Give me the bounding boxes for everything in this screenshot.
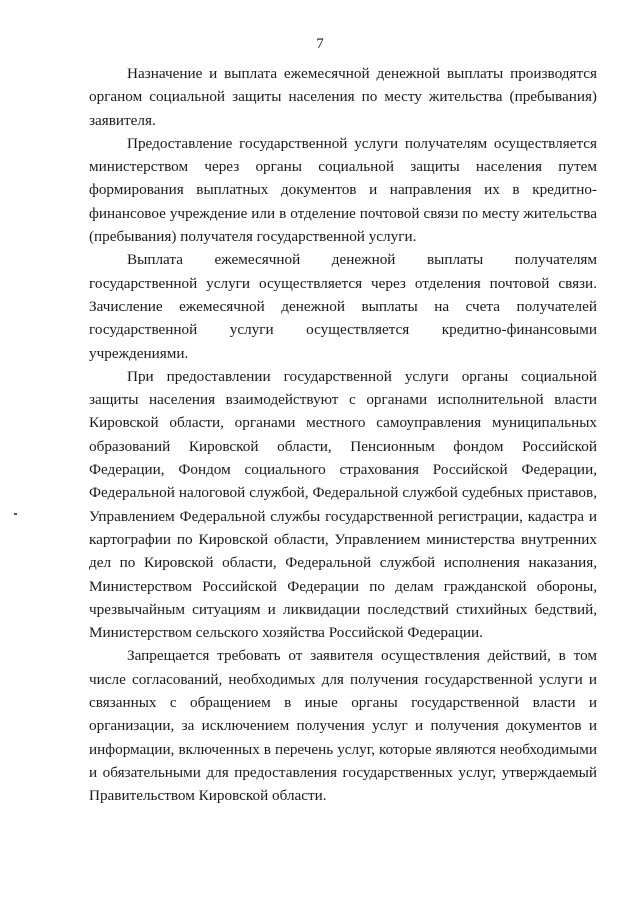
paragraph-payment-delivery: Выплата ежемесячной денежной выплаты получателям государственной услуги осуществляется через отделения почтовой связи. Зачисление ежемесячной денежной выплаты на счета получателей государственной услуги осуществляется кредитно-финансовыми учреждениями. <box>89 251 597 362</box>
page-number: 7 <box>316 36 324 52</box>
paragraph-service-provision: Предоставление государственной услуги получателям осуществляется министерством через органы социальной защиты населения путем формирования выплатных документов и направления их в кредитно-финансовое учреждение или в отделение почтовой связи по месту жительства (пребывания) получателя государственной услуги. <box>89 134 597 246</box>
paragraph-prohibition: Запрещается требовать от заявителя осуществления действий, в том числе согласований, необходимых для получения государственной услуги и связанных с обращением в иные органы государственной власти и организации, за исключением получения услуг и получения документов и информации, включенных в перечень услуг, которые являются необходимыми и обязательными для предоставления государственных услуг, утверждаемый Правительством Кировской области. <box>89 647 597 805</box>
margin-mark <box>14 513 17 515</box>
paragraph-payment-assignment: Назначение и выплата ежемесячной денежной выплаты производятся органом социальной защиты населения по месту жительства (пребывания) заявителя. <box>89 65 597 129</box>
document-body <box>89 62 597 808</box>
paragraph-interaction: При предоставлении государственной услуги органы социальной защиты населения взаимодействуют с органами исполнительной власти Кировской области, органами местного самоуправления муниципальных образований Кировской области, Пенсионным фондом Российской Федерации, Фондом социального страхования Российской Федерации, Федеральной налоговой службой, Федеральной службой судебных приставов, Управлением Федеральной службы государственной регистрации, кадастра и картографии по Кировской области, Управлением министерства внутренних дел по Кировской области, Федеральной службой исполнения наказания, Министерством Российской Федерации по делам гражданской обороны, чрезвычайным ситуациям и ликвидации последствий стихийных бедствий, Министерством сельского хозяйства Российской Федерации. <box>89 367 597 642</box>
